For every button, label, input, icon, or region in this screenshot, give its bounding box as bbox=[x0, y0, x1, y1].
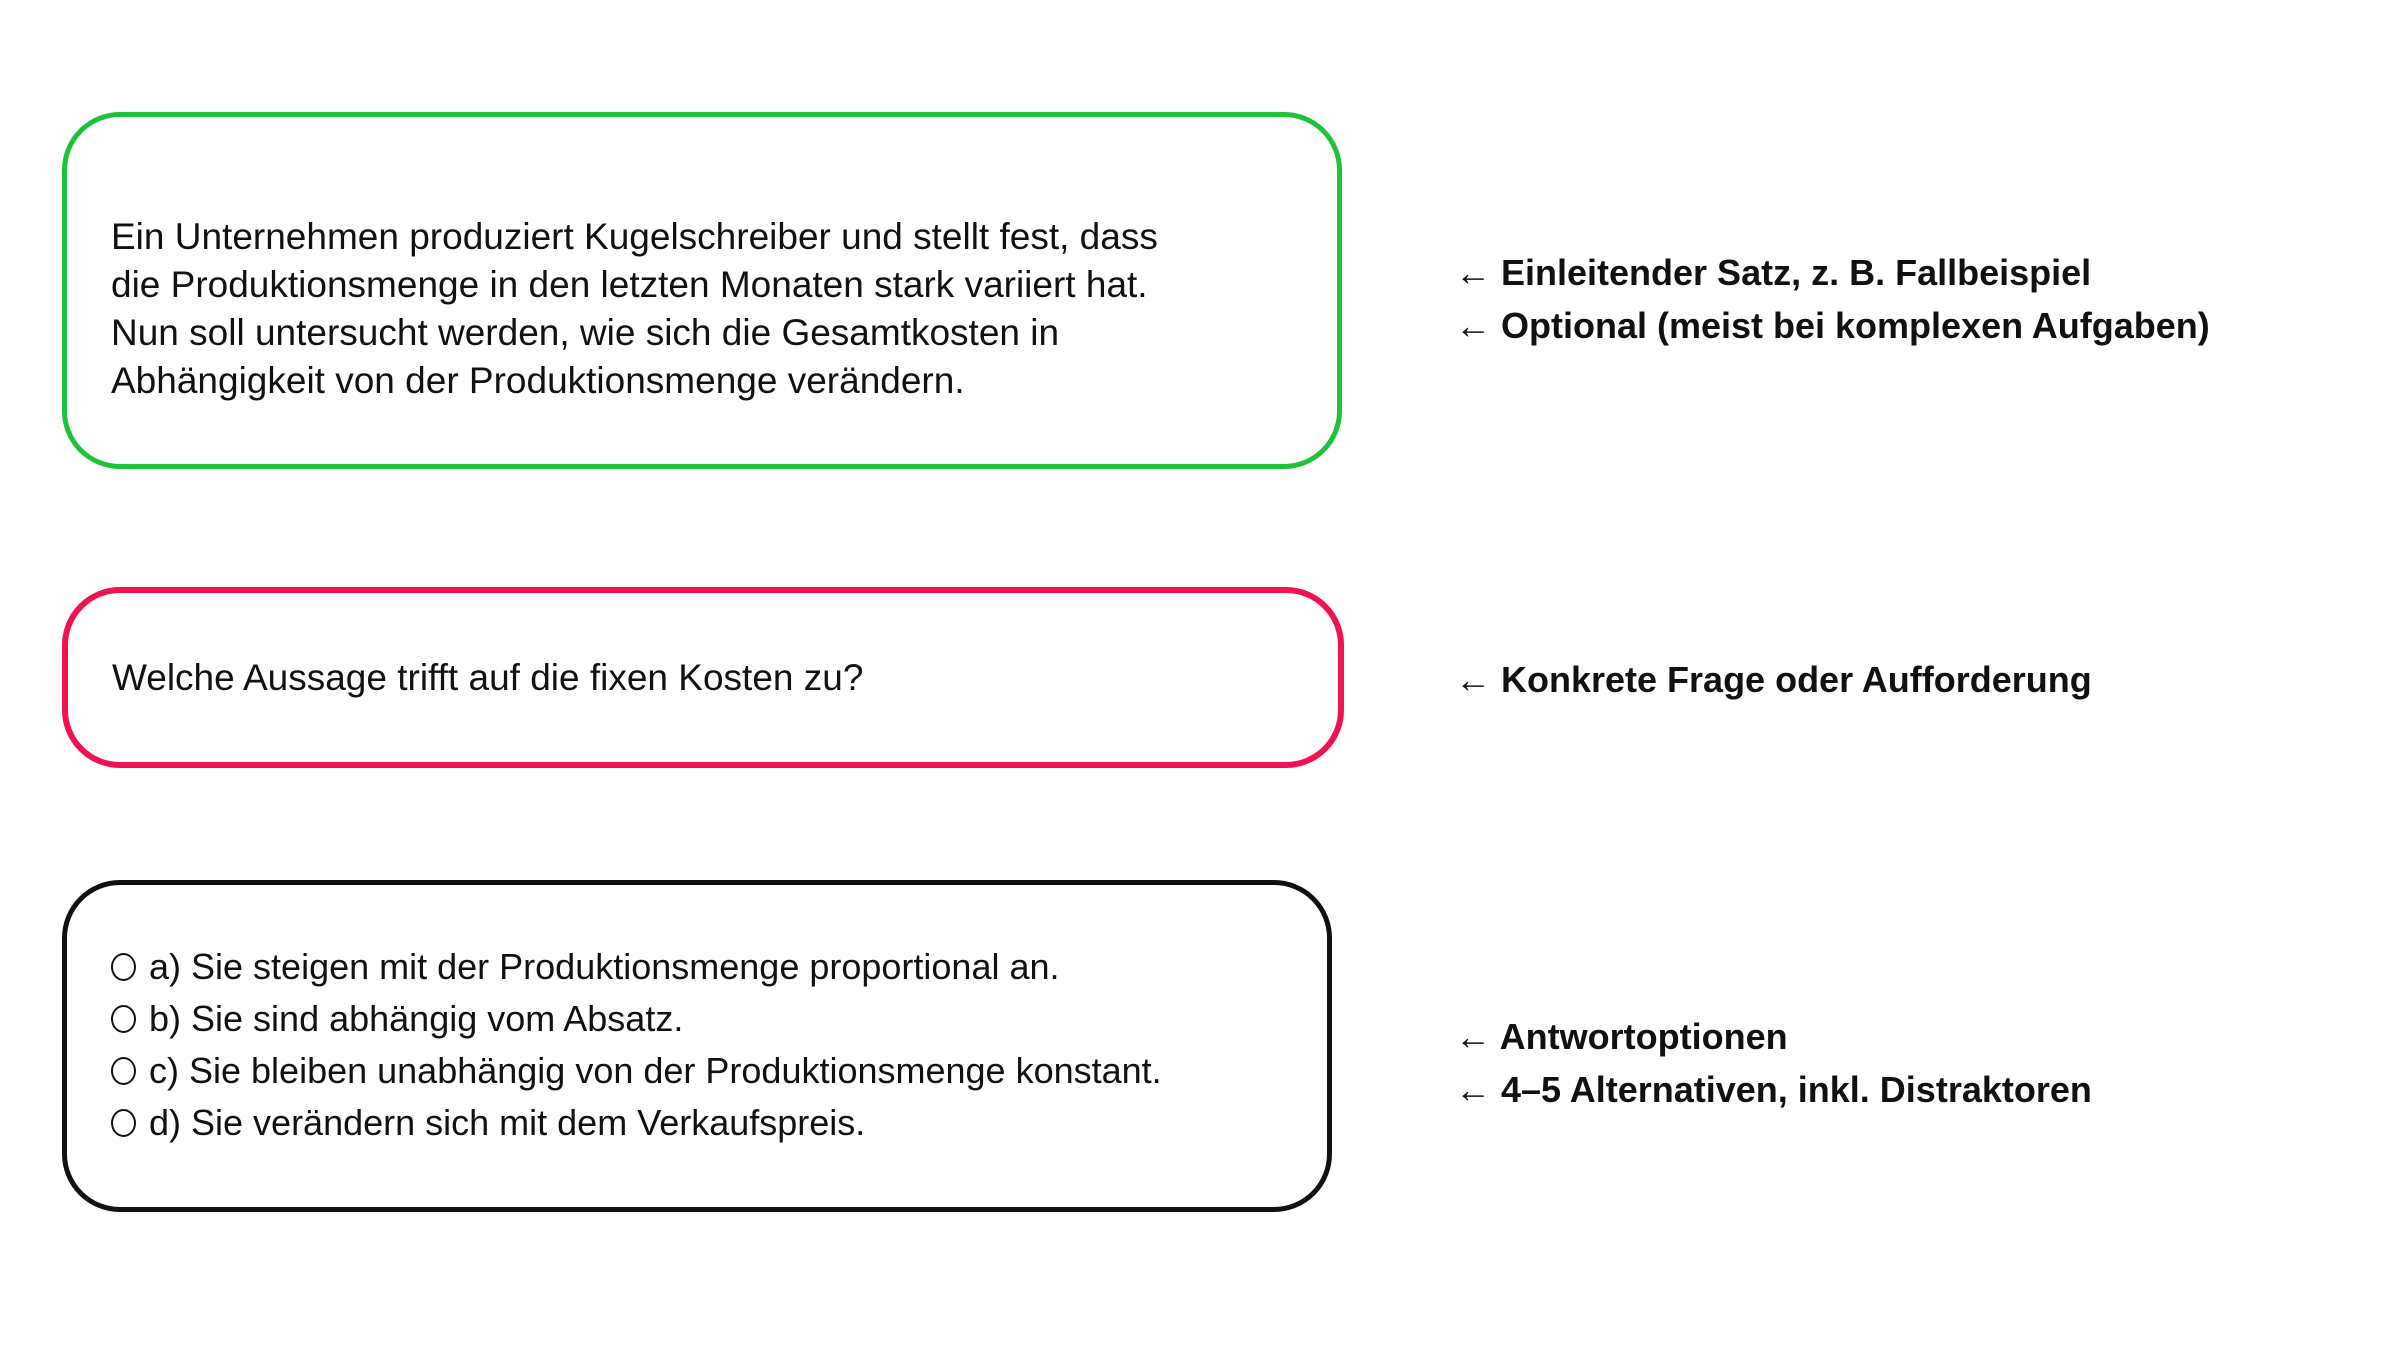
annotation-intro-line: ← Einleitender Satz, z. B. Fallbeispiel bbox=[1455, 252, 2092, 293]
annotation-question-line: ← Konkrete Frage oder Aufforderung bbox=[1455, 659, 2092, 700]
answer-options-box bbox=[62, 880, 1332, 1212]
annotation-intro-line: ← Optional (meist bei komplexen Aufgaben) bbox=[1455, 305, 2210, 346]
question-text: Welche Aussage trifft auf die fixen Kosten zu? bbox=[112, 656, 864, 698]
intro-text-line: die Produktionsmenge in den letzten Monaten stark variiert hat. bbox=[111, 264, 1148, 305]
answer-option-label: d) Sie verändern sich mit dem Verkaufspreis. bbox=[149, 1102, 866, 1143]
intro-case-box bbox=[62, 112, 1342, 469]
answer-option-b[interactable] bbox=[111, 993, 1287, 1045]
annotation-options-line: ← Antwortoptionen bbox=[1455, 1016, 1788, 1057]
annotation-options bbox=[1455, 1010, 2092, 1116]
answer-option-d[interactable] bbox=[111, 1097, 1287, 1149]
question-box bbox=[62, 587, 1344, 768]
answer-option-a[interactable] bbox=[111, 941, 1287, 993]
annotation-question bbox=[1455, 653, 2092, 706]
radio-circle-icon[interactable] bbox=[111, 1057, 136, 1085]
annotation-options-line: ← 4–5 Alternativen, inkl. Distraktoren bbox=[1455, 1069, 2092, 1110]
answer-option-label: a) Sie steigen mit der Produktionsmenge proportional an. bbox=[149, 946, 1060, 987]
radio-circle-icon[interactable] bbox=[111, 1109, 136, 1137]
answer-option-label: c) Sie bleiben unabhängig von der Produktionsmenge konstant. bbox=[149, 1050, 1162, 1091]
radio-circle-icon[interactable] bbox=[111, 1005, 136, 1033]
intro-text-line: Ein Unternehmen produziert Kugelschreiber und stellt fest, dass bbox=[111, 216, 1158, 257]
annotation-intro bbox=[1455, 246, 2210, 352]
intro-text-line: Nun soll untersucht werden, wie sich die Gesamtkosten in bbox=[111, 312, 1060, 353]
radio-circle-icon[interactable] bbox=[111, 953, 136, 981]
answer-option-c[interactable] bbox=[111, 1045, 1287, 1097]
answer-option-label: b) Sie sind abhängig vom Absatz. bbox=[149, 998, 684, 1039]
intro-text-line: Abhängigkeit von der Produktionsmenge verändern. bbox=[111, 360, 965, 401]
